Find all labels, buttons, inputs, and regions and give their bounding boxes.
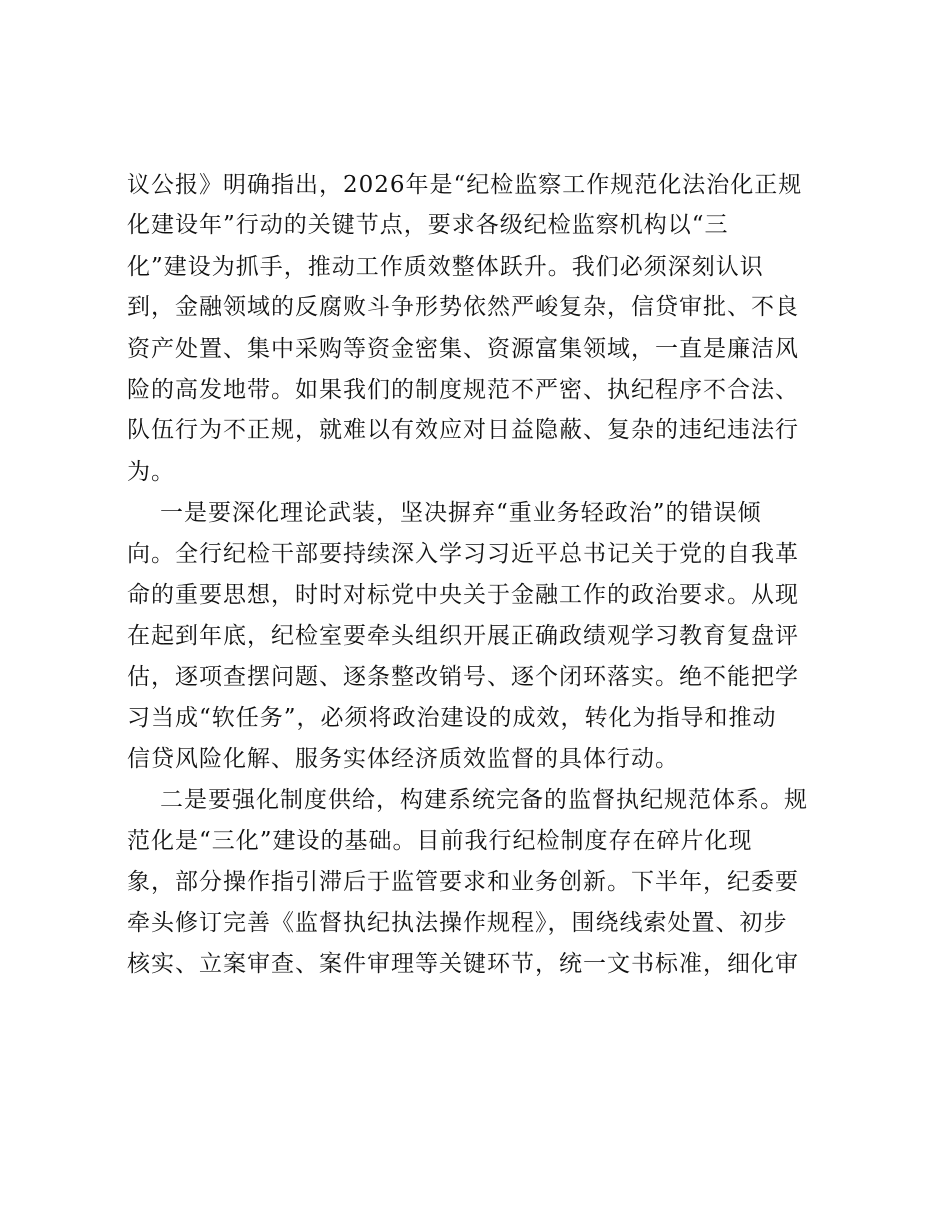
- paragraph-line: 资产处置、集中采购等资金密集、资源富集领域，一直是廉洁风: [127, 336, 799, 362]
- paragraph-line: 化建设年”行动的关键节点，要求各级纪检监察机构以“三: [127, 212, 729, 238]
- paragraph-line: 化”建设为抓手，推动工作质效整体跃升。我们必须深刻认识: [127, 254, 764, 280]
- paragraph-line: 牵头修订完善《监督执纪执法操作规程》，围绕线索处置、初步: [127, 910, 788, 936]
- paragraph-line: 核实、立案审查、案件审理等关键环节，统一文书标准，细化审: [127, 951, 799, 977]
- paragraph-line: 在起到年底，纪检室要牵头组织开展正确政绩观学习教育复盘评: [127, 623, 799, 649]
- paragraph-line: 为。: [127, 459, 175, 485]
- paragraph-line: 估，逐项查摆问题、逐条整改销号、逐个闭环落实。绝不能把学: [127, 664, 799, 690]
- paragraph-line: 二是要强化制度供给，构建系统完备的监督执纪规范体系。规: [160, 787, 808, 813]
- paragraph-line: 一是要深化理论武装，坚决摒弃“重业务轻政治”的错误倾: [160, 500, 762, 526]
- paragraph-line: 险的高发地带。如果我们的制度规范不严密、执纪程序不合法、: [127, 377, 799, 403]
- paragraph-line: 议公报》明确指出，2026年是“纪检监察工作规范化法治化正规: [127, 172, 803, 198]
- paragraph-line: 队伍行为不正规，就难以有效应对日益隐蔽、复杂的违纪违法行: [127, 417, 799, 443]
- paragraph-line: 范化是“三化”建设的基础。目前我行纪检制度存在碎片化现: [127, 828, 753, 854]
- paragraph-line: 象，部分操作指引滞后于监管要求和业务创新。下半年，纪委要: [127, 869, 799, 895]
- paragraph-line: 信贷风险化解、服务实体经济质效监督的具体行动。: [127, 746, 679, 772]
- paragraph-line: 到，金融领域的反腐败斗争形势依然严峻复杂，信贷审批、不良: [127, 294, 799, 320]
- paragraph-line: 习当成“软任务”，必须将政治建设的成效，转化为指导和推动: [127, 705, 777, 731]
- paragraph-line: 命的重要思想，时时对标党中央关于金融工作的政治要求。从现: [127, 582, 799, 608]
- paragraph-line: 向。全行纪检干部要持续深入学习习近平总书记关于党的自我革: [127, 541, 799, 567]
